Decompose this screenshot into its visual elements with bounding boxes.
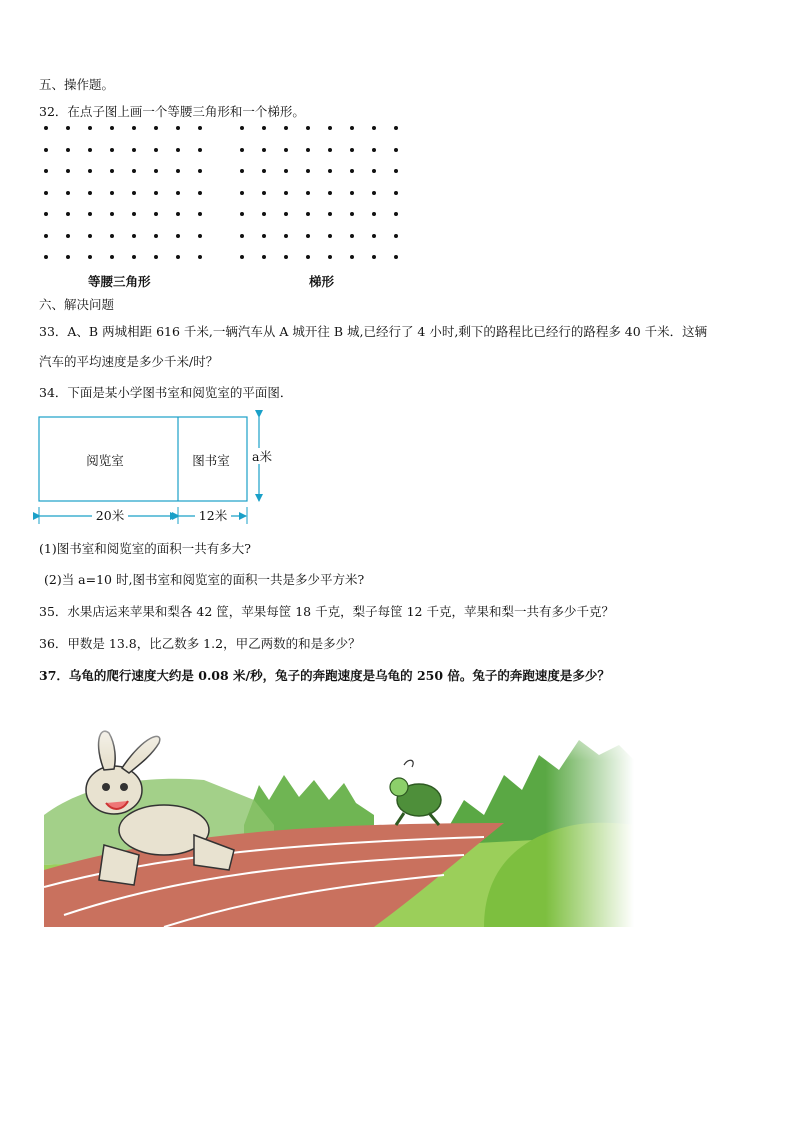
grid-dot[interactable] <box>350 191 354 195</box>
grid-dot[interactable] <box>328 148 332 152</box>
library-label: 图书室 <box>192 453 230 468</box>
grid-dot[interactable] <box>240 148 244 152</box>
floor-plan-diagram <box>30 408 290 533</box>
question-33-line2: 汽车的平均速度是多少千米/时？ <box>39 354 219 369</box>
grid-dot[interactable] <box>262 234 266 238</box>
grid-dot[interactable] <box>154 191 158 195</box>
grid-dot[interactable] <box>176 191 180 195</box>
grid-dot[interactable] <box>110 191 114 195</box>
question-33-line1: 33．A、B 两城相距 616 千米,一辆汽车从 A 城开往 B 城,已经行了 4 小时,剩下的路程比已经行的路程多 40 千米．这辆 <box>39 324 708 339</box>
grid-dot[interactable] <box>284 169 288 173</box>
dot-grid-right[interactable] <box>240 126 402 266</box>
grid-dot[interactable] <box>198 212 202 216</box>
grid-dot[interactable] <box>284 255 288 259</box>
grid-dot[interactable] <box>66 148 70 152</box>
grid-dot[interactable] <box>394 169 398 173</box>
grid-dot[interactable] <box>328 169 332 173</box>
grid-dot[interactable] <box>394 234 398 238</box>
grid-dot[interactable] <box>132 234 136 238</box>
grid-dot[interactable] <box>44 148 48 152</box>
grid-dot[interactable] <box>328 126 332 130</box>
grid-dot[interactable] <box>88 148 92 152</box>
grid-dot[interactable] <box>44 234 48 238</box>
grid-dot[interactable] <box>88 126 92 130</box>
grid-dot[interactable] <box>132 126 136 130</box>
grid-dot[interactable] <box>66 255 70 259</box>
grid-dot[interactable] <box>132 212 136 216</box>
grid-dot[interactable] <box>328 191 332 195</box>
grid-dot[interactable] <box>176 126 180 130</box>
grid-dot[interactable] <box>110 255 114 259</box>
section6-title: 六、解决问题 <box>39 297 115 312</box>
grid-dot[interactable] <box>198 126 202 130</box>
question-37: 37．乌龟的爬行速度大约是 0.08 米/秒，兔子的奔跑速度是乌龟的 250 倍。兔子的奔跑速度是多少？ <box>39 668 610 683</box>
grid-dot[interactable] <box>306 212 310 216</box>
grid-dot[interactable] <box>132 148 136 152</box>
section5-title: 五、操作题。 <box>39 77 115 92</box>
grid-dot[interactable] <box>154 255 158 259</box>
grid-dot[interactable] <box>262 212 266 216</box>
grid-dot[interactable] <box>394 126 398 130</box>
grid-dot[interactable] <box>262 169 266 173</box>
question-35: 35．水果店运来苹果和梨各 42 筐，苹果每筐 18 千克，梨子每筐 12 千克，苹果和梨一共有多少千克？ <box>39 604 614 619</box>
grid-dot[interactable] <box>88 255 92 259</box>
question-34-part1: (1)图书室和阅览室的面积一共有多大? <box>39 541 251 556</box>
grid-dot[interactable] <box>154 169 158 173</box>
grid-dot[interactable] <box>262 191 266 195</box>
grid-dot[interactable] <box>240 212 244 216</box>
grid-dot[interactable] <box>176 169 180 173</box>
grid-dot[interactable] <box>110 234 114 238</box>
grid-dot[interactable] <box>372 169 376 173</box>
grid-dot[interactable] <box>262 126 266 130</box>
grid-dot[interactable] <box>198 148 202 152</box>
height-label: a米 <box>252 449 272 464</box>
grid-dot[interactable] <box>372 234 376 238</box>
grid-dot[interactable] <box>372 191 376 195</box>
grid-dot[interactable] <box>44 191 48 195</box>
grid-dot[interactable] <box>198 255 202 259</box>
grid-dot[interactable] <box>110 169 114 173</box>
grid-dot[interactable] <box>176 234 180 238</box>
grid-dot[interactable] <box>372 212 376 216</box>
width1-label: 20米 <box>95 508 125 523</box>
grid-dot[interactable] <box>154 126 158 130</box>
grid-dot[interactable] <box>328 234 332 238</box>
grid-dot[interactable] <box>284 126 288 130</box>
grid-dot[interactable] <box>198 191 202 195</box>
grid-right-caption: 梯形 <box>309 274 335 289</box>
grid-dot[interactable] <box>328 255 332 259</box>
grid-dot[interactable] <box>88 169 92 173</box>
grid-dot[interactable] <box>284 191 288 195</box>
grid-dot[interactable] <box>394 148 398 152</box>
grid-dot[interactable] <box>88 234 92 238</box>
grid-dot[interactable] <box>88 191 92 195</box>
grid-dot[interactable] <box>350 234 354 238</box>
grid-dot[interactable] <box>198 234 202 238</box>
grid-dot[interactable] <box>176 212 180 216</box>
grid-dot[interactable] <box>306 169 310 173</box>
grid-dot[interactable] <box>66 234 70 238</box>
grid-dot[interactable] <box>198 169 202 173</box>
dot-grid-left[interactable] <box>44 126 206 266</box>
width2-label: 12米 <box>198 508 228 523</box>
grid-dot[interactable] <box>328 212 332 216</box>
image-fade-right <box>44 705 634 927</box>
grid-dot[interactable] <box>372 126 376 130</box>
grid-dot[interactable] <box>154 234 158 238</box>
grid-dot[interactable] <box>176 255 180 259</box>
grid-dot[interactable] <box>306 255 310 259</box>
grid-dot[interactable] <box>66 169 70 173</box>
grid-dot[interactable] <box>132 169 136 173</box>
question-34-part2: (2)当 a=10 时,图书室和阅览室的面积一共是多少平方米? <box>44 572 365 587</box>
grid-dot[interactable] <box>44 126 48 130</box>
grid-dot[interactable] <box>284 148 288 152</box>
grid-dot[interactable] <box>132 255 136 259</box>
grid-dot[interactable] <box>110 126 114 130</box>
grid-dot[interactable] <box>240 234 244 238</box>
grid-dot[interactable] <box>88 212 92 216</box>
grid-dot[interactable] <box>284 212 288 216</box>
grid-dot[interactable] <box>306 234 310 238</box>
grid-dot[interactable] <box>240 126 244 130</box>
grid-dot[interactable] <box>110 212 114 216</box>
grid-dot[interactable] <box>350 126 354 130</box>
grid-dot[interactable] <box>66 212 70 216</box>
grid-dot[interactable] <box>240 255 244 259</box>
grid-dot[interactable] <box>394 255 398 259</box>
question-34: 34．下面是某小学图书室和阅览室的平面图． <box>39 385 293 400</box>
grid-dot[interactable] <box>394 212 398 216</box>
grid-dot[interactable] <box>154 148 158 152</box>
grid-dot[interactable] <box>66 191 70 195</box>
grid-dot[interactable] <box>240 169 244 173</box>
question-36: 36．甲数是 13.8，比乙数多 1.2，甲乙两数的和是多少？ <box>39 636 361 651</box>
grid-dot[interactable] <box>394 191 398 195</box>
grid-dot[interactable] <box>154 212 158 216</box>
grid-dot[interactable] <box>284 234 288 238</box>
grid-dot[interactable] <box>262 148 266 152</box>
grid-dot[interactable] <box>44 169 48 173</box>
grid-dot[interactable] <box>306 126 310 130</box>
grid-dot[interactable] <box>306 148 310 152</box>
grid-dot[interactable] <box>262 255 266 259</box>
question-32: 32．在点子图上画一个等腰三角形和一个梯形。 <box>39 104 305 119</box>
rabbit-tortoise-race-illustration <box>44 705 634 927</box>
grid-dot[interactable] <box>372 255 376 259</box>
grid-dot[interactable] <box>306 191 310 195</box>
grid-left-caption: 等腰三角形 <box>88 274 151 289</box>
grid-dot[interactable] <box>350 169 354 173</box>
grid-dot[interactable] <box>110 148 114 152</box>
grid-dot[interactable] <box>350 255 354 259</box>
grid-dot[interactable] <box>44 212 48 216</box>
grid-dot[interactable] <box>44 255 48 259</box>
grid-dot[interactable] <box>372 148 376 152</box>
grid-dot[interactable] <box>66 126 70 130</box>
grid-dot[interactable] <box>350 148 354 152</box>
grid-dot[interactable] <box>350 212 354 216</box>
grid-dot[interactable] <box>132 191 136 195</box>
reading-room-label: 阅览室 <box>86 453 124 468</box>
grid-dot[interactable] <box>240 191 244 195</box>
grid-dot[interactable] <box>176 148 180 152</box>
